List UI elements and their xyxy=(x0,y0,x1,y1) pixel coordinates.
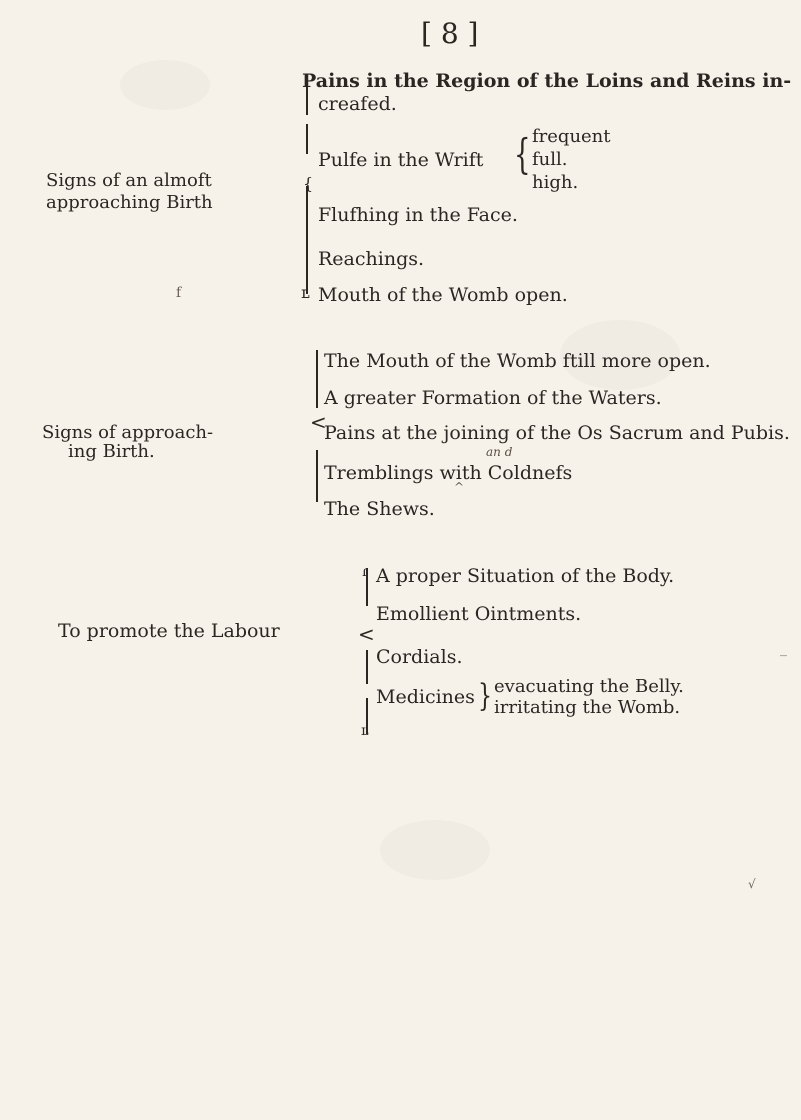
promote-labour-label: To promote the Labour xyxy=(58,620,280,642)
approach-item: The Shews. xyxy=(324,498,435,520)
brace-tip: ɾ xyxy=(362,564,369,580)
medicine-option: irritating the Womb. xyxy=(494,697,681,718)
signs-approach-label-line2: ing Birth. xyxy=(68,441,155,462)
handwritten-note: an d xyxy=(486,445,513,459)
brace-tip: { xyxy=(303,174,314,193)
brace-line xyxy=(316,350,318,408)
signs-approach-label-line1: Signs of approach- xyxy=(42,422,214,443)
approach-item: A greater Formation of the Waters. xyxy=(324,387,662,409)
medicine-option: evacuating the Belly. xyxy=(494,676,684,697)
margin-mark: _ xyxy=(780,641,787,657)
brace-line xyxy=(306,124,308,154)
brace-tip: < xyxy=(358,622,375,646)
symptom-item: Mouth of the Womb open. xyxy=(318,284,568,306)
caret-mark: ^ xyxy=(454,480,465,494)
paper-stain xyxy=(120,60,210,110)
pulse-option: high. xyxy=(532,172,579,193)
labour-item: A proper Situation of the Body. xyxy=(376,565,675,587)
section1-first-line-cont: creafed. xyxy=(318,93,397,115)
brace-line xyxy=(306,186,308,294)
labour-item: Emollient Ointments. xyxy=(376,603,582,625)
pulse-brace: { xyxy=(514,131,531,180)
brace-line xyxy=(306,75,308,115)
medicines-label: Medicines xyxy=(376,686,475,708)
margin-mark: √ xyxy=(748,877,756,891)
brace-end: ʟ xyxy=(301,283,310,302)
labour-item: Cordials. xyxy=(376,646,463,668)
medicines-brace: } xyxy=(478,679,492,715)
section1-first-line: Pains in the Region of the Loins and Reins in- xyxy=(302,70,792,92)
brace-tip: < xyxy=(310,410,327,434)
pulse-option: full. xyxy=(532,149,568,170)
page-number: [ 8 ] xyxy=(421,17,479,50)
pulse-label: Pulfe in the Wrift xyxy=(318,149,484,171)
paper-stain xyxy=(380,820,490,880)
approach-item: Tremblings with Coldnefs xyxy=(324,462,573,484)
pulse-option: frequent xyxy=(532,126,611,147)
brace-line xyxy=(316,450,318,502)
signs-almost-label-line1: Signs of an almoft xyxy=(46,170,212,191)
approach-item: The Mouth of the Womb ftill more open. xyxy=(324,350,711,372)
symptom-item: Reachings. xyxy=(318,248,425,270)
brace-line xyxy=(366,650,368,684)
margin-mark: f xyxy=(176,285,182,301)
symptom-item: Flufhing in the Face. xyxy=(318,204,518,226)
signs-almost-label-line2: approaching Birth xyxy=(46,192,213,213)
approach-item: Pains at the joining of the Os Sacrum and Pubis. xyxy=(324,422,790,444)
brace-end: ʟ xyxy=(361,723,369,739)
